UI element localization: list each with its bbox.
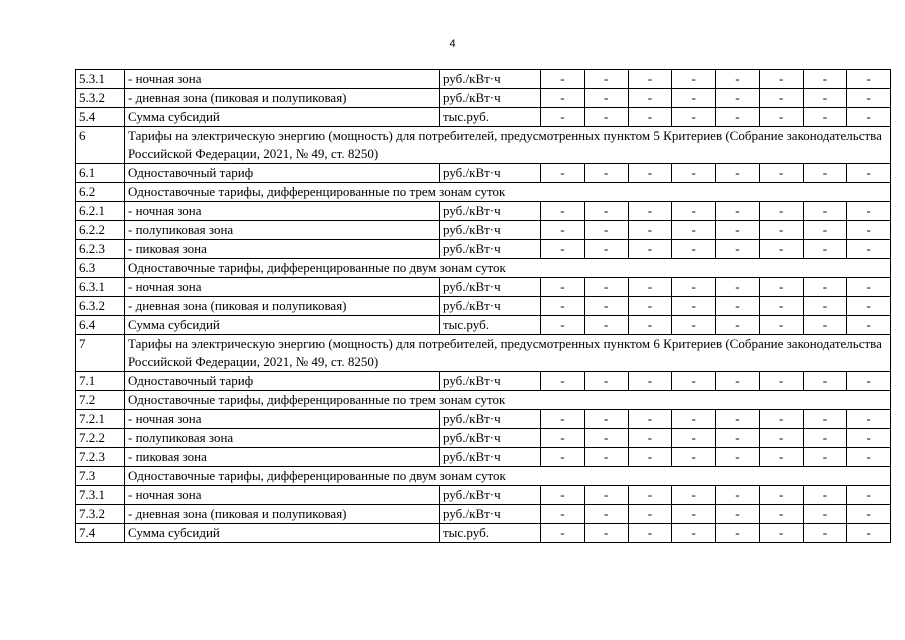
row-unit: тыс.руб. <box>440 316 541 335</box>
table-row <box>76 524 891 543</box>
value-cell: - <box>716 410 760 429</box>
value-cell: - <box>628 372 672 391</box>
value-cell: - <box>584 448 628 467</box>
value-cell: - <box>628 410 672 429</box>
value-cell: - <box>716 372 760 391</box>
row-code: 6.3.1 <box>76 278 125 297</box>
row-code: 7.1 <box>76 372 125 391</box>
value-cell: - <box>759 202 803 221</box>
row-code: 7.3 <box>76 467 125 486</box>
section-header-row <box>76 127 891 164</box>
row-unit: руб./кВт·ч <box>440 70 541 89</box>
value-cell: - <box>541 448 585 467</box>
value-cell: - <box>847 108 891 127</box>
row-code: 6.1 <box>76 164 125 183</box>
value-cell: - <box>716 297 760 316</box>
table-row <box>76 505 891 524</box>
value-cell: - <box>803 524 847 543</box>
row-unit: руб./кВт·ч <box>440 505 541 524</box>
row-unit: руб./кВт·ч <box>440 486 541 505</box>
value-cell: - <box>759 429 803 448</box>
value-cell: - <box>541 278 585 297</box>
value-cell: - <box>847 372 891 391</box>
value-cell: - <box>716 524 760 543</box>
value-cell: - <box>803 221 847 240</box>
row-code: 7.2.1 <box>76 410 125 429</box>
value-cell: - <box>847 429 891 448</box>
value-cell: - <box>803 108 847 127</box>
table-row <box>76 410 891 429</box>
value-cell: - <box>584 429 628 448</box>
row-code: 5.3.1 <box>76 70 125 89</box>
value-cell: - <box>759 278 803 297</box>
value-cell: - <box>541 202 585 221</box>
value-cell: - <box>584 240 628 259</box>
value-cell: - <box>628 297 672 316</box>
value-cell: - <box>628 278 672 297</box>
value-cell: - <box>847 70 891 89</box>
value-cell: - <box>541 429 585 448</box>
value-cell: - <box>847 486 891 505</box>
row-name: - ночная зона <box>125 410 440 429</box>
value-cell: - <box>672 486 716 505</box>
value-cell: - <box>803 410 847 429</box>
value-cell: - <box>803 429 847 448</box>
section-title: Тарифы на электрическую энергию (мощность) для потребителей, предусмотренных пунктом 5 Критериев (Собрание законодательства Российской Федерации, 2021, № 49, ст. 8250) <box>125 127 891 164</box>
value-cell: - <box>847 164 891 183</box>
value-cell: - <box>803 316 847 335</box>
value-cell: - <box>759 221 803 240</box>
row-code: 7.2.2 <box>76 429 125 448</box>
row-unit: руб./кВт·ч <box>440 429 541 448</box>
value-cell: - <box>847 505 891 524</box>
row-name: - дневная зона (пиковая и полупиковая) <box>125 505 440 524</box>
value-cell: - <box>716 240 760 259</box>
value-cell: - <box>541 316 585 335</box>
table-row <box>76 89 891 108</box>
value-cell: - <box>803 372 847 391</box>
value-cell: - <box>584 410 628 429</box>
value-cell: - <box>541 410 585 429</box>
page-number: 4 <box>449 38 456 50</box>
section-title: Одноставочные тарифы, дифференцированные по двум зонам суток <box>125 467 891 486</box>
row-code: 7.3.2 <box>76 505 125 524</box>
value-cell: - <box>847 89 891 108</box>
value-cell: - <box>716 221 760 240</box>
value-cell: - <box>716 164 760 183</box>
value-cell: - <box>803 164 847 183</box>
value-cell: - <box>847 316 891 335</box>
value-cell: - <box>847 202 891 221</box>
value-cell: - <box>716 202 760 221</box>
value-cell: - <box>803 486 847 505</box>
row-unit: руб./кВт·ч <box>440 221 541 240</box>
table-row <box>76 297 891 316</box>
table-row <box>76 164 891 183</box>
value-cell: - <box>803 448 847 467</box>
value-cell: - <box>541 372 585 391</box>
value-cell: - <box>672 372 716 391</box>
row-name: - ночная зона <box>125 278 440 297</box>
value-cell: - <box>803 70 847 89</box>
table-row <box>76 70 891 89</box>
value-cell: - <box>584 505 628 524</box>
value-cell: - <box>628 202 672 221</box>
value-cell: - <box>759 89 803 108</box>
value-cell: - <box>847 221 891 240</box>
row-name: Одноставочный тариф <box>125 372 440 391</box>
value-cell: - <box>847 524 891 543</box>
value-cell: - <box>628 108 672 127</box>
row-name: - пиковая зона <box>125 240 440 259</box>
value-cell: - <box>541 505 585 524</box>
row-unit: тыс.руб. <box>440 108 541 127</box>
value-cell: - <box>584 164 628 183</box>
value-cell: - <box>672 164 716 183</box>
row-code: 7.2.3 <box>76 448 125 467</box>
value-cell: - <box>628 316 672 335</box>
row-name: - дневная зона (пиковая и полупиковая) <box>125 297 440 316</box>
section-title: Тарифы на электрическую энергию (мощность) для потребителей, предусмотренных пунктом 6 Критериев (Собрание законодательства Российской Федерации, 2021, № 49, ст. 8250) <box>125 335 891 372</box>
value-cell: - <box>672 108 716 127</box>
row-unit: руб./кВт·ч <box>440 240 541 259</box>
value-cell: - <box>541 89 585 108</box>
value-cell: - <box>584 486 628 505</box>
value-cell: - <box>759 240 803 259</box>
row-code: 5.4 <box>76 108 125 127</box>
value-cell: - <box>584 108 628 127</box>
section-title: Одноставочные тарифы, дифференцированные по двум зонам суток <box>125 259 891 278</box>
value-cell: - <box>541 240 585 259</box>
value-cell: - <box>672 297 716 316</box>
row-unit: руб./кВт·ч <box>440 448 541 467</box>
section-header-row <box>76 391 891 410</box>
value-cell: - <box>759 164 803 183</box>
value-cell: - <box>803 278 847 297</box>
row-name: - полупиковая зона <box>125 429 440 448</box>
value-cell: - <box>584 278 628 297</box>
value-cell: - <box>628 524 672 543</box>
section-title: Одноставочные тарифы, дифференцированные по трем зонам суток <box>125 183 891 202</box>
value-cell: - <box>716 448 760 467</box>
row-code: 5.3.2 <box>76 89 125 108</box>
value-cell: - <box>716 278 760 297</box>
value-cell: - <box>672 410 716 429</box>
row-unit: руб./кВт·ч <box>440 410 541 429</box>
value-cell: - <box>584 316 628 335</box>
value-cell: - <box>803 240 847 259</box>
value-cell: - <box>541 221 585 240</box>
table-row <box>76 240 891 259</box>
value-cell: - <box>628 505 672 524</box>
row-unit: руб./кВт·ч <box>440 89 541 108</box>
value-cell: - <box>716 505 760 524</box>
table-row <box>76 202 891 221</box>
value-cell: - <box>803 297 847 316</box>
section-header-row <box>76 335 891 372</box>
row-code: 7 <box>76 335 125 372</box>
row-code: 6.2 <box>76 183 125 202</box>
row-code: 6.3.2 <box>76 297 125 316</box>
row-unit: руб./кВт·ч <box>440 278 541 297</box>
value-cell: - <box>716 429 760 448</box>
value-cell: - <box>541 524 585 543</box>
row-name: - ночная зона <box>125 486 440 505</box>
value-cell: - <box>672 316 716 335</box>
value-cell: - <box>759 316 803 335</box>
value-cell: - <box>584 89 628 108</box>
value-cell: - <box>847 448 891 467</box>
value-cell: - <box>672 202 716 221</box>
table-row <box>76 486 891 505</box>
value-cell: - <box>628 240 672 259</box>
value-cell: - <box>672 240 716 259</box>
row-code: 7.3.1 <box>76 486 125 505</box>
value-cell: - <box>803 202 847 221</box>
value-cell: - <box>716 316 760 335</box>
value-cell: - <box>716 89 760 108</box>
value-cell: - <box>584 524 628 543</box>
row-code: 7.4 <box>76 524 125 543</box>
value-cell: - <box>541 486 585 505</box>
value-cell: - <box>759 108 803 127</box>
value-cell: - <box>672 524 716 543</box>
value-cell: - <box>584 221 628 240</box>
value-cell: - <box>628 486 672 505</box>
value-cell: - <box>584 202 628 221</box>
row-code: 6 <box>76 127 125 164</box>
row-unit: руб./кВт·ч <box>440 202 541 221</box>
value-cell: - <box>716 486 760 505</box>
tariff-table <box>75 69 891 543</box>
section-header-row <box>76 467 891 486</box>
table-row <box>76 108 891 127</box>
value-cell: - <box>628 221 672 240</box>
value-cell: - <box>847 278 891 297</box>
value-cell: - <box>847 240 891 259</box>
table-row <box>76 448 891 467</box>
section-title: Одноставочные тарифы, дифференцированные по трем зонам суток <box>125 391 891 410</box>
tariff-table-body <box>76 70 891 543</box>
row-code: 6.3 <box>76 259 125 278</box>
section-header-row <box>76 183 891 202</box>
row-name: - полупиковая зона <box>125 221 440 240</box>
row-code: 6.2.2 <box>76 221 125 240</box>
row-code: 6.2.3 <box>76 240 125 259</box>
value-cell: - <box>672 70 716 89</box>
value-cell: - <box>803 505 847 524</box>
row-name: Одноставочный тариф <box>125 164 440 183</box>
value-cell: - <box>672 89 716 108</box>
value-cell: - <box>672 448 716 467</box>
table-row <box>76 316 891 335</box>
value-cell: - <box>628 429 672 448</box>
value-cell: - <box>584 297 628 316</box>
value-cell: - <box>847 297 891 316</box>
value-cell: - <box>803 89 847 108</box>
value-cell: - <box>672 278 716 297</box>
table-row <box>76 278 891 297</box>
value-cell: - <box>847 410 891 429</box>
table-row <box>76 429 891 448</box>
value-cell: - <box>541 70 585 89</box>
value-cell: - <box>672 221 716 240</box>
row-unit: руб./кВт·ч <box>440 297 541 316</box>
value-cell: - <box>541 164 585 183</box>
value-cell: - <box>541 108 585 127</box>
value-cell: - <box>628 448 672 467</box>
row-unit: руб./кВт·ч <box>440 164 541 183</box>
table-row <box>76 372 891 391</box>
section-header-row <box>76 259 891 278</box>
value-cell: - <box>628 89 672 108</box>
value-cell: - <box>759 410 803 429</box>
row-unit: тыс.руб. <box>440 524 541 543</box>
value-cell: - <box>584 70 628 89</box>
value-cell: - <box>672 429 716 448</box>
value-cell: - <box>541 297 585 316</box>
row-name: Сумма субсидий <box>125 524 440 543</box>
row-name: Сумма субсидий <box>125 316 440 335</box>
value-cell: - <box>716 70 760 89</box>
row-name: - ночная зона <box>125 70 440 89</box>
table-row <box>76 221 891 240</box>
value-cell: - <box>628 70 672 89</box>
value-cell: - <box>716 108 760 127</box>
value-cell: - <box>759 448 803 467</box>
value-cell: - <box>759 297 803 316</box>
value-cell: - <box>584 372 628 391</box>
row-name: - дневная зона (пиковая и полупиковая) <box>125 89 440 108</box>
row-code: 6.2.1 <box>76 202 125 221</box>
row-code: 7.2 <box>76 391 125 410</box>
value-cell: - <box>759 372 803 391</box>
value-cell: - <box>759 524 803 543</box>
row-name: - ночная зона <box>125 202 440 221</box>
value-cell: - <box>759 505 803 524</box>
row-name: - пиковая зона <box>125 448 440 467</box>
value-cell: - <box>628 164 672 183</box>
row-name: Сумма субсидий <box>125 108 440 127</box>
value-cell: - <box>672 505 716 524</box>
row-unit: руб./кВт·ч <box>440 372 541 391</box>
value-cell: - <box>759 486 803 505</box>
value-cell: - <box>759 70 803 89</box>
row-code: 6.4 <box>76 316 125 335</box>
